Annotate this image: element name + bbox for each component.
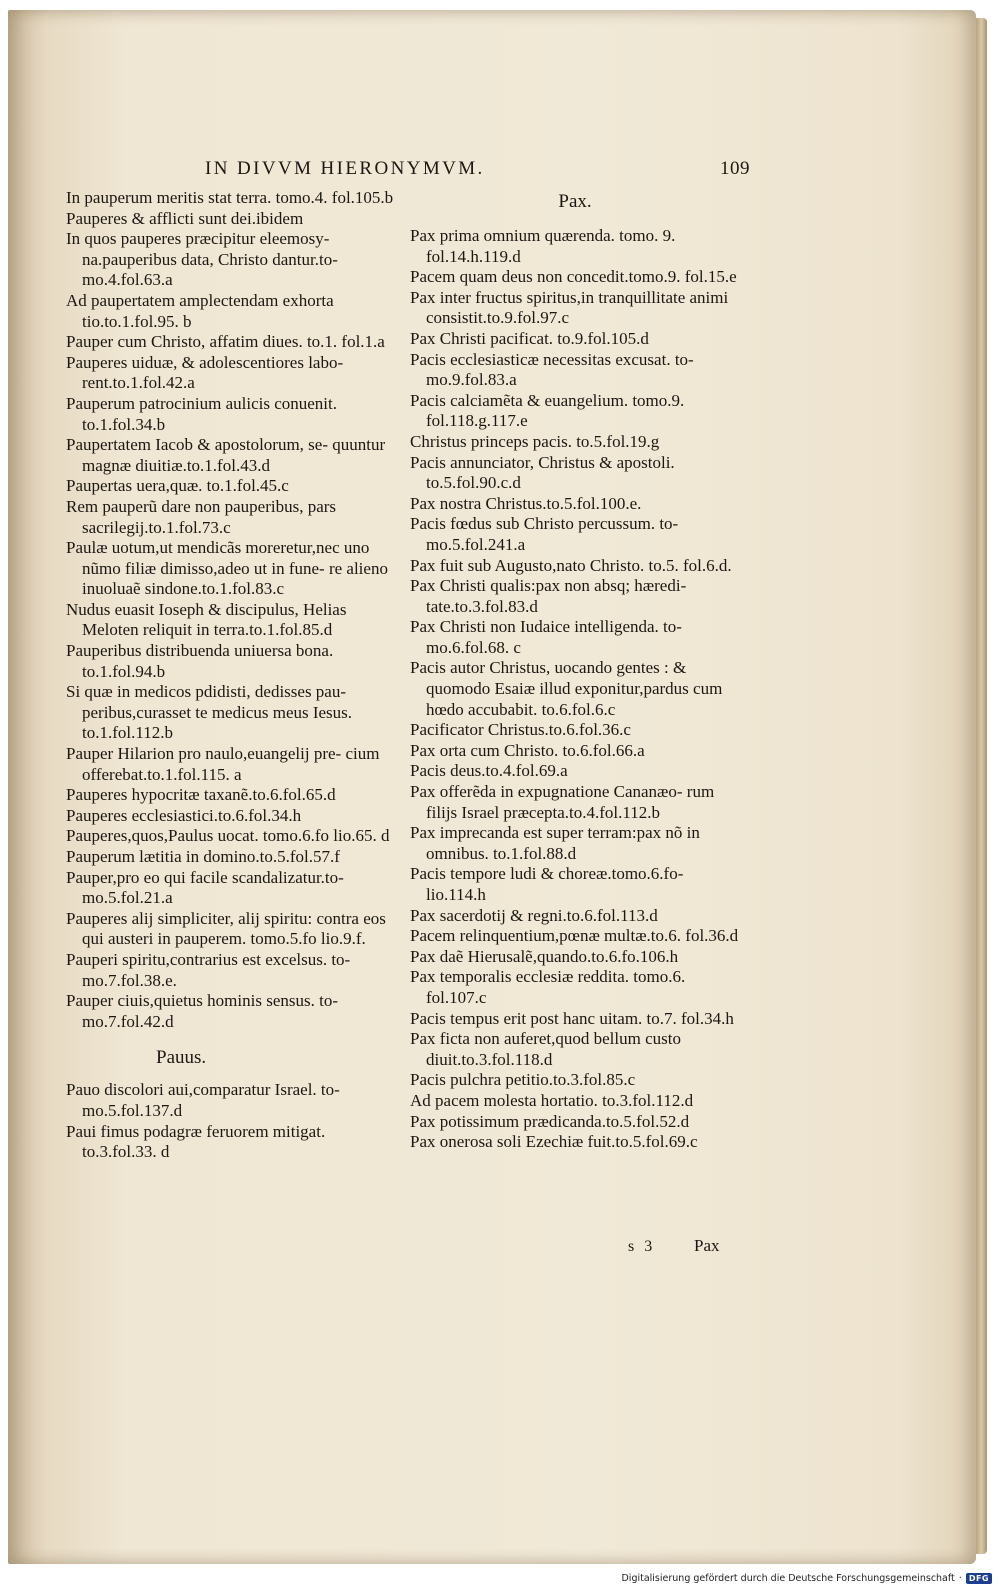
index-entry: In quos pauperes præcipitur eleemosy- na.pauperibus data, Christo dantur.to- mo.4.fol.63.a <box>66 229 338 290</box>
index-entry: Paupertatem Iacob & apostolorum, se- quuntur magnæ diuitiæ.to.1.fol.43.d <box>66 435 386 475</box>
index-entry: Pauperibus distribuenda uniuersa bona. to.1.fol.94.b <box>66 641 334 681</box>
index-entry: Pauperi spiritu,contrarius est excelsus. to- mo.7.fol.38.e. <box>66 949 351 990</box>
index-entry: Pax Christi qualis:pax non absq; hæredi- tate.to.3.fol.83.d <box>410 576 687 616</box>
index-entry: Pacis annunciator, Christus & apostoli. to.5.fol.90.c.d <box>410 452 675 493</box>
index-entry: Pax temporalis ecclesiæ reddita. tomo.6. fol.107.c <box>410 967 686 1007</box>
index-entry: Pauperes uiduæ, & adolescentiores labo- rent.to.1.fol.42.a <box>66 352 344 393</box>
index-entry: Nudus euasit Ioseph & discipulus, Helias Meloten reliquit in terra.to.1.fol.85.d <box>66 599 347 640</box>
index-entry: Pax nostra Christus.to.5.fol.100.e. <box>410 493 642 513</box>
index-entry: Pacificator Christus.to.6.fol.36.c <box>410 720 631 740</box>
right-column <box>410 188 740 1153</box>
index-entry: In pauperum meritis stat terra. tomo.4. fol.105.b <box>66 188 394 207</box>
index-entry: Pauperes,quos,Paulus uocat. tomo.6.fo lio.65. d <box>66 826 390 846</box>
index-entry: Pax fuit sub Augusto,nato Christo. to.5. fol.6.d. <box>410 555 732 575</box>
page-edge <box>976 18 987 1554</box>
left-column <box>66 188 396 1163</box>
index-entry: Pacis ecclesiasticæ necessitas excusat. to- mo.9.fol.83.a <box>410 349 694 390</box>
index-entry: Pax potissimum prædicanda.to.5.fol.52.d <box>410 1111 690 1131</box>
index-entry: Christus princeps pacis. to.5.fol.19.g <box>410 431 660 451</box>
index-entry: Pax imprecanda est super terram:pax nõ in omnibus. to.1.fol.88.d <box>410 823 700 863</box>
index-entry: Pax offerẽda in expugnatione Cananæo- rum filijs Israel præcepta.to.4.fol.112.b <box>410 782 715 822</box>
index-entry: Pax sacerdotij & regni.to.6.fol.113.d <box>410 905 658 925</box>
index-entry: Pauperum lætitia in domino.to.5.fol.57.f <box>66 847 340 866</box>
index-entry: Pacis calciamẽta & euangelium. tomo.9. fol.118.g.117.e <box>410 390 685 431</box>
index-entry: Paulæ uotum,ut mendicãs moreretur,nec uno nũmo filiæ dimisso,adeo ut in fune- re alieno inuoluaẽ sindone.to.1.fol.83.c <box>66 538 388 599</box>
index-entry: Pauper Hilarion pro naulo,euangelij pre- cium offerebat.to.1.fol.115. a <box>66 744 380 784</box>
index-entry: Pacis fœdus sub Christo percussum. to- mo.5.fol.241.a <box>410 514 679 554</box>
index-entry: Pax Christi pacificat. to.9.fol.105.d <box>410 328 649 348</box>
index-entry: Pax onerosa soli Ezechiæ fuit.to.5.fol.69.c <box>410 1132 698 1152</box>
index-entry: Pacem quam deus non concedit.tomo.9. fol.15.e <box>410 267 737 287</box>
index-entry: Pacis deus.to.4.fol.69.a <box>410 761 568 781</box>
index-entry: Pax ficta non auferet,quod bellum custo diuit.to.3.fol.118.d <box>410 1029 681 1069</box>
index-entry: Pacis tempore ludi & choreæ.tomo.6.fo- lio.114.h <box>410 864 684 904</box>
credit-text: Digitalisierung gefördert durch die Deutsche Forschungsgemeinschaft <box>621 1572 955 1584</box>
page-header <box>205 158 750 186</box>
credit-bar: Digitalisierung gefördert durch die Deutsche Forschungsgemeinschaft · DFG <box>600 1568 1000 1588</box>
index-entry: Pacis pulchra petitio.to.3.fol.85.c <box>410 1070 636 1090</box>
index-entry: Rem pauperũ dare non pauperibus, pars sacrilegij.to.1.fol.73.c <box>66 496 337 537</box>
index-entry: Pauo discolori aui,comparatur Israel. to- mo.5.fol.137.d <box>66 1080 340 1120</box>
index-entry: Pauperes alij simpliciter, alij spiritu: contra eos qui austeri in pauperem. tomo.5.fo lio.9.f. <box>66 908 386 949</box>
index-entry: Paui fimus podagræ feruorem mitigat. to.3.fol.33. d <box>66 1121 326 1162</box>
index-entry: Ad pacem molesta hortatio. to.3.fol.112.d <box>410 1090 694 1110</box>
index-entry: Pauper cum Christo, affatim diues. to.1. fol.1.a <box>66 332 385 352</box>
index-entry: Pax orta cum Christo. to.6.fol.66.a <box>410 740 645 760</box>
index-entry: Pacem relinquentium,pœnæ multæ.to.6. fol.36.d <box>410 926 739 946</box>
index-entry: Pax daẽ Hierusalẽ,quando.to.6.fo.106.h <box>410 946 679 966</box>
index-entry: Ad paupertatem amplectendam exhorta tio.to.1.fol.95. b <box>66 290 334 331</box>
index-entry: Pauperes & afflicti sunt dei.ibidem <box>66 208 304 228</box>
index-entry: Paupertas uera,quæ. to.1.fol.45.c <box>66 476 289 496</box>
index-entry: Pax Christi non Iudaice intelligenda. to- mo.6.fol.68. c <box>410 617 682 657</box>
index-entry: Pauper,pro eo qui facile scandalizatur.to- mo.5.fol.21.a <box>66 867 344 908</box>
index-entry: Pauperes hypocritæ taxanẽ.to.6.fol.65.d <box>66 785 336 805</box>
running-title: IN DIVVM HIERONYMVM. <box>205 158 485 179</box>
section-heading-pax: Pax. <box>558 191 592 212</box>
section-heading-pauus: Pauus. <box>156 1047 207 1069</box>
index-entry: Pauper ciuis,quietus hominis sensus. to- mo.7.fol.42.d <box>66 991 338 1031</box>
index-entry: Pauperes ecclesiastici.to.6.fol.34.h <box>66 805 302 825</box>
index-entry: Pax inter fructus spiritus,in tranquillitate animi consistit.to.9.fol.97.c <box>410 287 729 328</box>
signature-mark: s 3 <box>628 1238 656 1255</box>
index-entry: Pacis tempus erit post hanc uitam. to.7. fol.34.h <box>410 1008 734 1028</box>
folio-number: 109 <box>720 158 750 179</box>
index-entry: Pacis autor Christus, uocando gentes : & quomodo Esaiæ illud exponitur,pardus cum hœdo accubabit. to.6.fol.6.c <box>410 658 723 719</box>
index-entry: Pax prima omnium quærenda. tomo. 9. fol.14.h.119.d <box>410 226 676 266</box>
catchword: Pax <box>694 1236 720 1255</box>
dfg-logo: DFG <box>966 1573 992 1584</box>
index-entry: Si quæ in medicos pdidisti, dedisses pau- peribus,curasset te medicus meus Iesus. to.1.fol.112.b <box>66 682 353 743</box>
index-entry: Pauperum patrocinium aulicis conuenit. to.1.fol.34.b <box>66 393 337 434</box>
